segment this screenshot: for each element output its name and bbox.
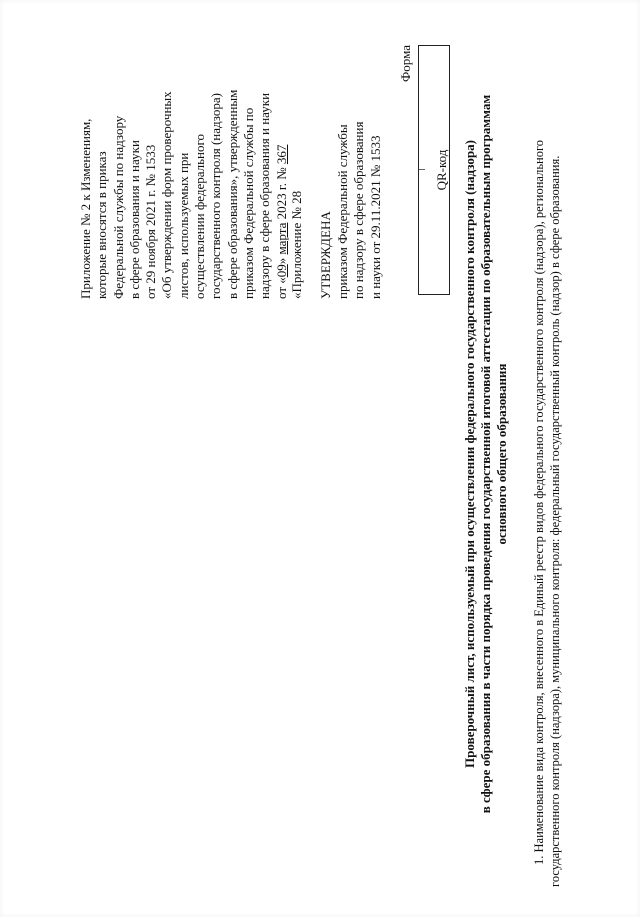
title-line: основного общего образования [494,363,509,545]
title-line: в сфере образования в части порядка проведения государственной итоговой аттестации по образовательным программам [478,94,493,814]
document-title [462,21,510,887]
item-line: государственного контроля (надзора), муниципального контроля: федеральный государственный контроль (надзор) в сфере образования. [548,155,562,887]
appendix-line: Федеральной службы по надзору [110,115,126,299]
approval-stamp [318,43,384,299]
order-number: 367 [273,144,289,165]
appendix-line: государственного контроля (надзора) [208,93,224,299]
appendix-line: осуществлении федерального [192,134,208,299]
appendix-line: «Об утверждении форм проверочных [159,91,175,299]
appendix-line: в сфере образования», утвержденным [224,89,240,299]
approved-line: по надзору в сфере образования [351,121,366,299]
qr-code-box [418,45,450,295]
title-line: Проверочный лист, используемый при осуществлении федерального государственного контроля (надзора) [462,140,477,768]
approved-line: и науки от 29.11.2021 № 1533 [367,135,383,299]
item-line: 1. Наименование вида контроля, внесенного в Единый реестр видов федерального государственного контроля (надзора), регионального [532,139,546,865]
approved-line: приказом Федеральной службы [334,124,350,299]
qr-box-mark [419,169,425,170]
date-day: 09 [273,264,289,278]
form-label: Форма [398,45,413,82]
appendix-line: от 29 ноября 2021 г. № 1533 [143,144,159,299]
date-mid: » [273,254,289,265]
section-item-1 [531,21,563,887]
date-prefix: от « [273,277,289,299]
appendix-line: приказом Федеральной службы по [240,107,256,299]
appendix-line: которые вносятся в приказ [94,151,110,299]
appendix-line: листов, используемых при [175,152,191,299]
appendix-date-line [274,43,290,299]
appendix-note [78,43,290,299]
approved-heading: УТВЕРЖДЕНА [318,211,333,299]
appendix-line: в сфере образования и науки [126,140,142,299]
date-rest: 2023 г. № [273,164,289,223]
date-month: марта [273,222,289,255]
qr-code-label: QR-код [434,149,449,191]
appendix-line: надзору в сфере образования и науки [257,92,273,299]
annex-number: «Приложение № 28 [289,190,304,299]
appendix-line: Приложение № 2 к Изменениям, [78,118,93,299]
